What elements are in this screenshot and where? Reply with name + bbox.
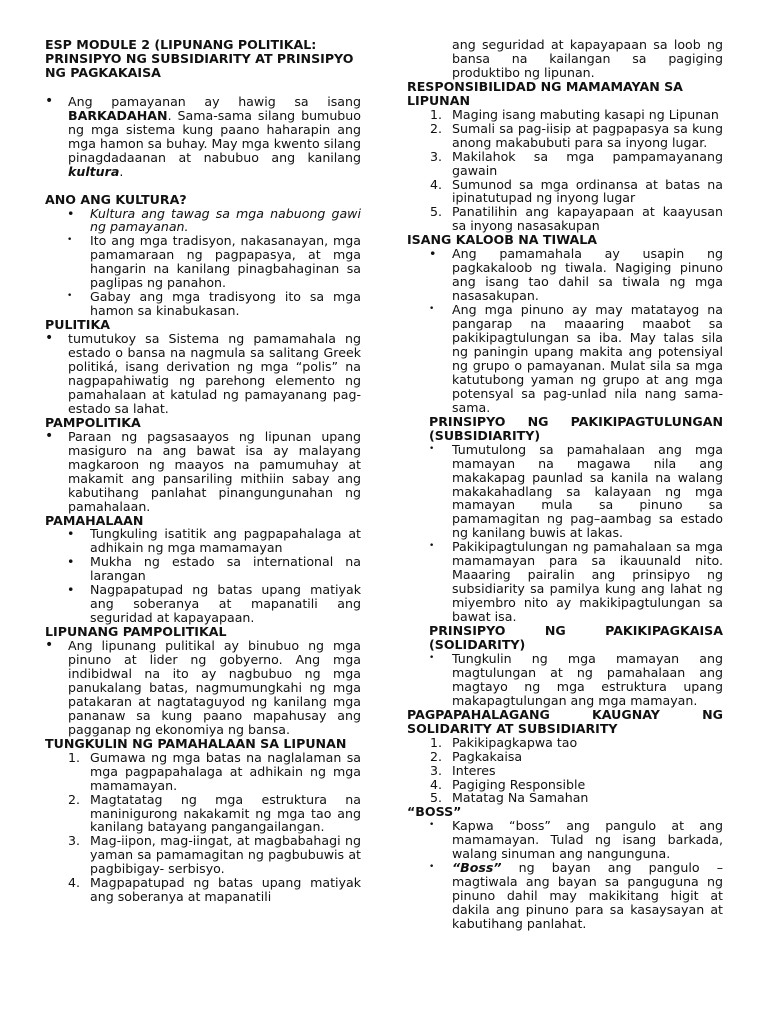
list-item: • Kultura ang tawag sa mga nabuong gawi ng pamayanan. [67,205,361,235]
list-item: 5. Matatag Na Samahan [430,790,589,806]
list-item: • Nagpapatupad ng batas upang matiyak ang soberanya at mapanatili ang seguridad at kapayapaan. [67,582,361,626]
bullet-icon: • [67,554,75,570]
heading-pampolitika: PAMPOLITIKA [45,414,141,430]
bullet-icon: • [429,246,437,262]
list-item: • Gabay ang mga tradisyong ito sa mga hamon sa kinabukasan. [67,289,361,319]
bullet-icon: • [67,526,75,542]
list-item: 3. Makilahok sa mga pampamayanang gawain [430,148,723,178]
heading-pagpapahalagang: PAGPAPAHALAGANG KAUGNAY NG SOLIDARITY AT SUBSIDIARITY [407,706,723,736]
bullet-icon: • [67,205,75,221]
bullet-icon: • [429,541,435,552]
bullet-icon: • [429,652,435,663]
tungkulin-list [45,751,361,904]
list-item: 4. Sumunod sa mga ordinansa at batas na ipinatutupad ng inyong lugar [430,176,723,206]
heading-kaloob: ISANG KALOOB NA TIWALA [407,232,598,248]
bullet-icon: • [45,92,54,109]
bullet-icon: • [429,304,435,315]
list-item: • Tungkuling isatitik ang pagpapahalaga at adhikain ng mga mamamayan [67,526,361,556]
kultura-list [45,207,361,319]
list-item: 3. Interes [430,762,496,778]
list-item: 2. Sumali sa pag-iisip at pagpapasya sa kung anong makabubuti para sa inyong lugar. [430,120,723,150]
continuation-text: ang seguridad at kapayapaan sa loob ng bansa na kailangan sa pagiging produktibo ng lipunan. [452,37,723,80]
list-item: 2. Pagkakaisa [430,748,523,764]
responsibilidad-list [407,108,723,234]
pamahalaan-list [45,527,361,625]
list-item: 1. Maging isang mabuting kasapi ng Lipunan [430,106,719,122]
solidarity-list [407,652,723,708]
list-item: 5. Panatilihin ang kapayapaan at kaayusan sa inyong nasasakupan [430,204,723,234]
intro-list [45,92,361,179]
list-item: • Tungkulin ng mga mamayan ang magtulungan at ng pamahalaan ang magtayo ng mga estruktura upang makapagtulungan ang mga mamayan. [429,650,723,708]
heading-responsibilidad: RESPONSIBILIDAD NG MAMAMAYAN SA LIPUNAN [407,78,683,108]
list-item: 4. Magpapatupad ng batas upang matiyak ang soberanya at mapanatili [68,875,361,905]
heading-tungkulin: TUNGKULIN NG PAMAHALAAN SA LIPUNAN [45,735,347,751]
list-item: • Kapwa “boss” ang pangulo at ang mamamayan. Tulad ng isang barkada, walang sinuman ang nangunguna. [429,818,723,862]
subsidiarity-list [407,443,723,624]
heading-lipunang-pampolitikal: LIPUNANG PAMPOLITIKAL [45,624,227,640]
list-item: 2. Magtatatag ng mga estruktura na maninigurong nakakamit ng mga tao ang kanilang batayang pangangailangan. [68,791,361,835]
right-column [407,38,723,931]
heading-pamahalaan: PAMAHALAAN [45,512,144,528]
list-item: • “Boss” ng bayan ang pangulo – magtiwala ang bayan sa panguguna ng pinuno dahil may makikitang higit at dakila ang pinuno para sa kasaysayan at kabutihang panlahat. [429,860,723,932]
document-title: ESP MODULE 2 (LIPUNANG POLITIKAL: PRINSIPYO NG SUBSIDIARITY AT PRINSIPYO NG PAGKAKAISA [45,37,354,80]
heading-kultura: ANO ANG KULTURA? [45,191,187,207]
kaloob-list [407,247,723,414]
intro-paragraph: • Ang pamayanan ay hawig sa isang BARKADAHAN. Sama-sama silang bumubuo ng mga sistema kung paano haharapin ang mga hamon sa buhay. May mga kwento silang pinagdadaanan at nabubuo ang kanilang kultura. [45,92,361,179]
pagpapahalagang-list [407,736,723,806]
heading-pulitika: PULITIKA [45,317,110,333]
list-item: • Ang pamamahala ay usapin ng pagkakaloob ng tiwala. Nagiging pinuno ang isang tao dahil sa tiwala ng mga nasasakupan. [429,246,723,304]
list-item: 1. Gumawa ng mga batas na naglalaman sa mga pagpapahalaga at adhikain ng mga mamamayan. [68,749,361,793]
list-item: • Paraan ng pagsasaayos ng lipunan upang masiguro na ang bawat isa ay malayang magkaroon ng maayos na pamumuhay at makamit ang pansariling mithiin sabay ang kabutihang panlahat pinangungunahan ng pamahalaan. [45,427,361,514]
heading-boss: “BOSS” [407,804,462,820]
pampolitika-list [45,427,361,514]
list-item: 1. Pakikipagkapwa tao [430,734,578,750]
boss-list [407,819,723,931]
pulitika-list [45,332,361,416]
bullet-icon: • [429,443,435,454]
list-item: • Tumutulong sa pamahalaan ang mga mamayan na magawa nila ang makakapag paunlad sa kanila na walang makakahadlang sa kalayaan ng mga mamayan mula sa pinuno sa pamamagitan ng pag–aambag sa estado ng kanilang buwis at lakas. [429,441,723,541]
list-item: 4. Pagiging Responsible [430,776,586,792]
list-item: • Ito ang mga tradisyon, nakasanayan, mga pamamaraan ng pagpapasya, at mga hangarin na kanilang pinagbahaginan sa paglipas ng panahon. [67,233,361,291]
left-column [45,38,361,904]
bullet-icon: • [45,637,54,654]
bullet-icon: • [67,582,75,598]
bullet-icon: • [67,291,73,302]
bullet-icon: • [45,330,54,347]
bullet-icon: • [45,427,54,444]
list-item: • tumutukoy sa Sistema ng pamamahala ng estado o bansa na nagmula sa salitang Greek politiká, isang derivation ng mga “polis” na nagpapahiwatig ng parehong elemento ng pamahalaan at katulad ng pamayanang pag-estado sa lahat. [45,330,361,416]
bullet-icon: • [429,820,435,831]
heading-subsidiarity: PRINSIPYO NG PAKIKIPAGTULUNGAN (SUBSIDIARITY) [429,413,723,443]
list-item: 3. Mag-iipon, mag-iingat, at magbabahagi ng yaman sa pamamagitan ng pagbubuwis at pagbibigay- serbisyo. [68,833,361,877]
list-item: • Mukha ng estado sa international na larangan [67,554,361,584]
list-item: • Ang lipunang pulitikal ay binubuo ng mga pinuno at lider ng gobyerno. Ang mga indibidwal na ito ay nagbubuo ng mga panukalang batas, nagmumungkahi ng mga patakaran at nagtataguyod ng kanilang mga pananaw sa kung paano mapahusay ang pagganap ng ekonomiya ng bansa. [45,637,361,737]
list-item: • Ang mga pinuno ay may matatayog na pangarap na maaaring maabot sa pakikipagtulungan sa iba. May talas sila ng paningin upang makita ang potensiyal ng grupo o pamayanan. Mulat sila sa mga katutubong yaman ng grupo at ang mga potensyal sa pag-unlad nila nang sama-sama. [429,302,723,415]
lipunang-list [45,639,361,737]
heading-solidarity: PRINSIPYO NG PAKIKIPAGKAISA (SOLIDARITY) [429,623,723,652]
list-item: • Pakikipagtulungan ng pamahalaan sa mga mamamayan para sa ikauunald nito. Maaaring pairalin ang prinsipyo ng subsidiarity sa pamilya kung ang lahat ng miyembro nito ay makikipagtulungan sa bawat isa. [429,539,723,625]
bullet-icon: • [67,235,73,246]
bullet-icon: • [429,862,435,873]
